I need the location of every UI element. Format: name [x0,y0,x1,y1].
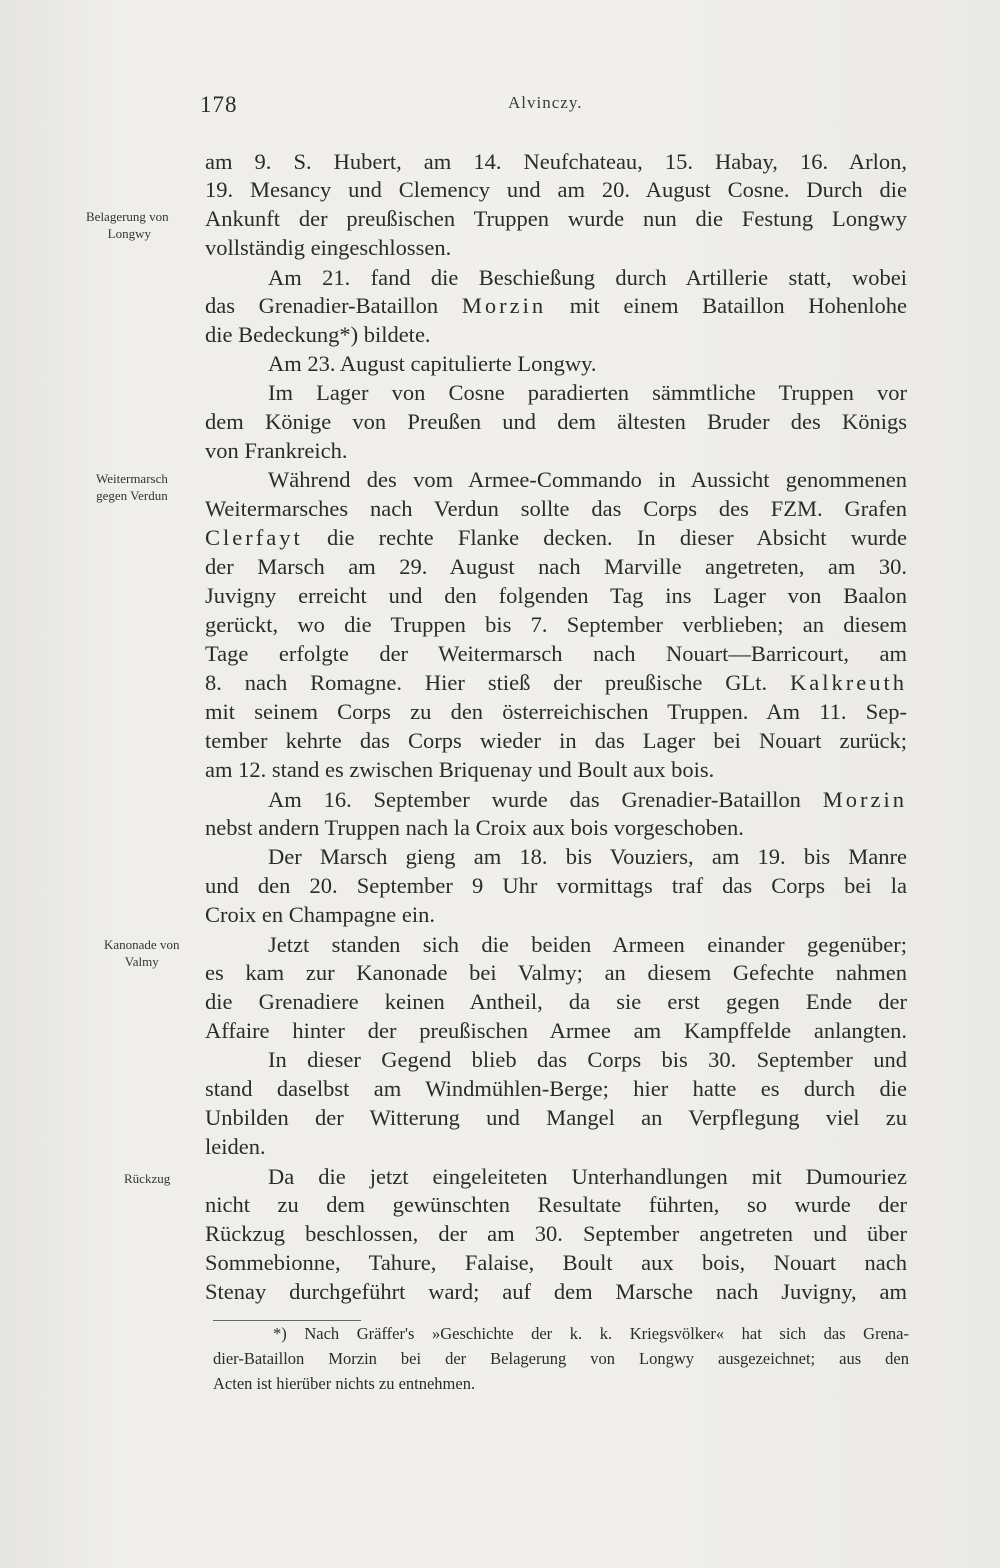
text-line: gerückt, wo die Truppen bis 7. September verblieben; an diesem [205,612,907,637]
text-line [205,524,907,552]
text-line: Unbilden der Witterung und Mangel an Verpflegung viel zu [205,1105,907,1130]
text-segment: Am 16. September wurde das Grenadier-Bataillon [268,787,801,812]
text-line: und den 20. September 9 Uhr vormittags traf das Corps bei la [205,873,907,898]
margin-note-line: Rückzug [124,1171,171,1186]
text-line: Sommebionne, Tahure, Falaise, Boult aux bois, Nouart nach [205,1250,907,1275]
text-line: Während des vom Armee-Commando in Aussicht genommenen [268,467,907,492]
text-line: Ankunft der preußischen Truppen wurde nun die Festung Longwy [205,206,907,231]
text-line: Croix en Champagne ein. [205,902,435,927]
text-line: vollständig eingeschlossen. [205,235,452,260]
spaced-name: Morzin [822,787,907,812]
text-line: 19. Mesancy und Clemency und am 20. August Cosne. Durch die [205,177,907,202]
footnote-line: Acten ist hierüber nichts zu entnehmen. [213,1374,476,1393]
text-segment: mit einem Bataillon Hohenlohe [569,293,907,318]
margin-note-line: Belagerung von [86,209,169,224]
text-line: dem Könige von Preußen und dem ältesten Bruder des Königs [205,409,907,434]
text-line: stand daselbst am Windmühlen-Berge; hier hatte es durch die [205,1076,907,1101]
text-line: nicht zu dem gewünschten Resultate führten, so wurde der [205,1192,907,1217]
text-line: am 12. stand es zwischen Briquenay und Boult aux bois. [205,757,715,782]
footnote-line: *) Nach Gräffer's »Geschichte der k. k. Kriegsvölker« hat sich das Grena- [273,1324,909,1343]
text-line: am 9. S. Hubert, am 14. Neufchateau, 15. Habay, 16. Arlon, [205,149,907,174]
text-line [205,669,907,697]
margin-note-line: gegen Verdun [96,488,168,503]
margin-note-longwy [86,208,169,242]
footnote-line: dier-Bataillon Morzin bei der Belagerung von Longwy ausgezeichnet; aus den [213,1349,909,1368]
text-line: nebst andern Truppen nach la Croix aux bois vorgeschoben. [205,815,744,840]
margin-note-valmy [104,936,179,970]
text-line: Da die jetzt eingeleiteten Unterhandlungen mit Dumouriez [268,1164,907,1189]
text-line: In dieser Gegend blieb das Corps bis 30. September und [268,1047,907,1072]
margin-note-rueckzug [124,1170,170,1187]
text-line: Rückzug beschlossen, der am 30. September angetreten und über [205,1221,907,1246]
text-line: Tage erfolgte der Weitermarsch nach Nouart—Barricourt, am [205,641,907,666]
text-segment: das Grenadier-Bataillon [205,293,439,318]
text-line [268,786,907,814]
spaced-name: Clerfayt [205,525,303,550]
text-line: Weitermarsches nach Verdun sollte das Corps des FZM. Grafen [205,496,907,521]
text-line: die Bedeckung*) bildete. [205,322,431,347]
text-segment: die rechte Flanke decken. In dieser Absicht wurde [326,525,907,550]
text-line: Im Lager von Cosne paradierten sämmtliche Truppen vor [268,380,907,405]
running-head: Alvinczy. [508,93,583,112]
spaced-name: Morzin [461,293,547,318]
text-line: Der Marsch gieng am 18. bis Vouziers, am 19. bis Manre [268,844,907,869]
margin-note-line: Weitermarsch [96,471,168,486]
margin-note-line: Kanonade von [104,937,180,952]
text-line: Am 21. fand die Beschießung durch Artillerie statt, wobei [268,265,907,290]
page-number: 178 [200,92,238,117]
text-line: Jetzt standen sich die beiden Armeen einander gegenüber; [268,932,907,957]
text-line: mit seinem Corps zu den österreichischen Truppen. Am 11. Sep- [205,699,907,724]
text-segment: 8. nach Romagne. Hier stieß der preußische GLt. [205,670,768,695]
text-line: die Grenadiere keinen Antheil, da sie erst gegen Ende der [205,989,907,1014]
text-line: leiden. [205,1134,266,1159]
text-line: tember kehrte das Corps wieder in das Lager bei Nouart zurück; [205,728,907,753]
margin-note-line: Longwy [107,226,151,241]
margin-note-verdun [96,470,168,504]
text-line: der Marsch am 29. August nach Marville angetreten, am 30. [205,554,907,579]
text-line: von Frankreich. [205,438,348,463]
text-line [205,292,907,320]
text-line: Stenay durchgeführt ward; auf dem Marsche nach Juvigny, am [205,1279,907,1304]
text-line: es kam zur Kanonade bei Valmy; an diesem Gefechte nahmen [205,960,907,985]
text-line: Juvigny erreicht und den folgenden Tag ins Lager von Baalon [205,583,907,608]
text-line: Am 23. August capitulierte Longwy. [268,351,597,376]
text-line: Affaire hinter der preußischen Armee am Kampffelde anlangten. [205,1018,907,1043]
spaced-name: Kalkreuth [790,670,907,695]
footnote-rule [213,1320,361,1321]
margin-note-line: Valmy [124,954,159,969]
